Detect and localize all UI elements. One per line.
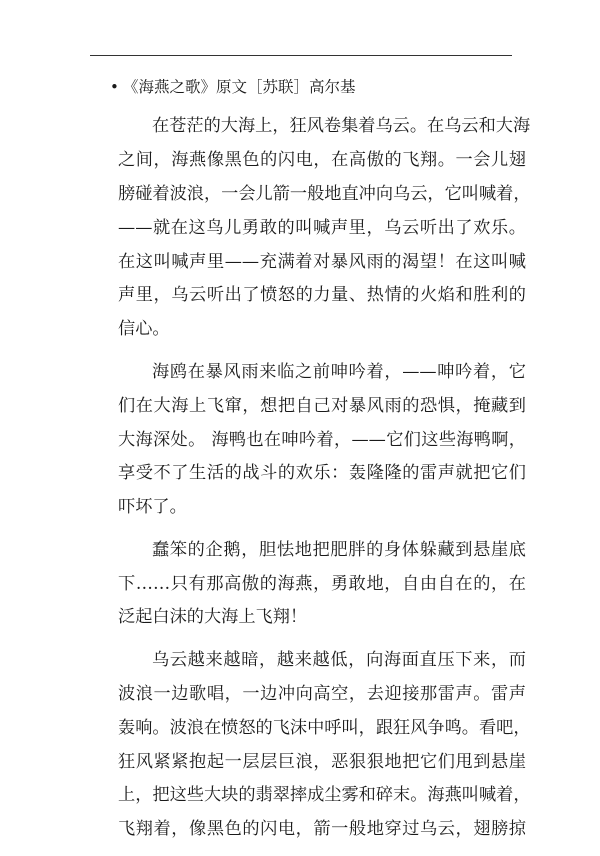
paragraph <box>118 644 531 847</box>
text-line: 波浪一边歌唱，一边冲向高空，去迎接那雷声。雷声 <box>118 683 526 704</box>
text-line: 声里，乌云听出了愤怒的力量、热情的火焰和胜利的 <box>118 285 526 306</box>
text-line: 膀碰着波浪，一会儿箭一般地直冲向乌云，它叫喊着， <box>118 183 531 204</box>
header-rule <box>90 55 512 56</box>
text-line: 狂风紧紧抱起一层层巨浪，恶狠狠地把它们甩到悬崖 <box>118 751 526 772</box>
paragraph <box>118 110 531 347</box>
document-title: 《海燕之歌》原文［苏联］高尔基 <box>123 78 356 96</box>
text-line: 轰响。波浪在愤怒的飞沫中呼叫，跟狂风争鸣。看吧， <box>118 717 531 738</box>
text-line: ——就在这鸟儿勇敢的叫喊声里，乌云听出了欢乐。 <box>118 217 526 238</box>
text-line: 乌云越来越暗，越来越低，向海面直压下来，而 <box>152 649 526 670</box>
text-line: 大海深处。 海鸭也在呻吟着，——它们这些海鸭啊， <box>118 429 526 450</box>
text-line: 在苍茫的大海上，狂风卷集着乌云。在乌云和大海 <box>152 116 531 136</box>
text-line: 泛起白沫的大海上飞翔！ <box>118 607 308 628</box>
text-line: 飞翔着，像黑色的闪电，箭一般地穿过乌云，翅膀掠 <box>118 819 526 840</box>
text-line: 上，把这些大块的翡翠摔成尘雾和碎末。海燕叫喊着， <box>118 785 531 806</box>
text-line: 之间，海燕像黑色的闪电，在高傲的飞翔。一会儿翅 <box>118 149 526 170</box>
text-line: 蠢笨的企鹅，胆怯地把肥胖的身体躲藏到悬崖底 <box>152 539 526 560</box>
paragraph <box>118 356 526 525</box>
text-line: 享受不了生活的战斗的欢乐：轰隆隆的雷声就把它们 <box>118 463 526 484</box>
paragraph <box>118 534 526 636</box>
text-line: 在这叫喊声里——充满着对暴风雨的渴望！在这叫喊 <box>118 251 526 272</box>
bullet-icon: • <box>110 78 119 96</box>
text-line: 信心。 <box>118 319 170 340</box>
body-text <box>118 110 531 856</box>
text-line: 海鸥在暴风雨来临之前呻吟着，——呻吟着，它 <box>152 361 526 382</box>
text-line: 吓坏了。 <box>118 497 187 518</box>
text-line: 下……只有那高傲的海燕，勇敢地，自由自在的，在 <box>118 573 526 594</box>
bullet-title <box>110 76 356 98</box>
text-line: 们在大海上飞窜，想把自己对暴风雨的恐惧，掩藏到 <box>118 395 526 416</box>
